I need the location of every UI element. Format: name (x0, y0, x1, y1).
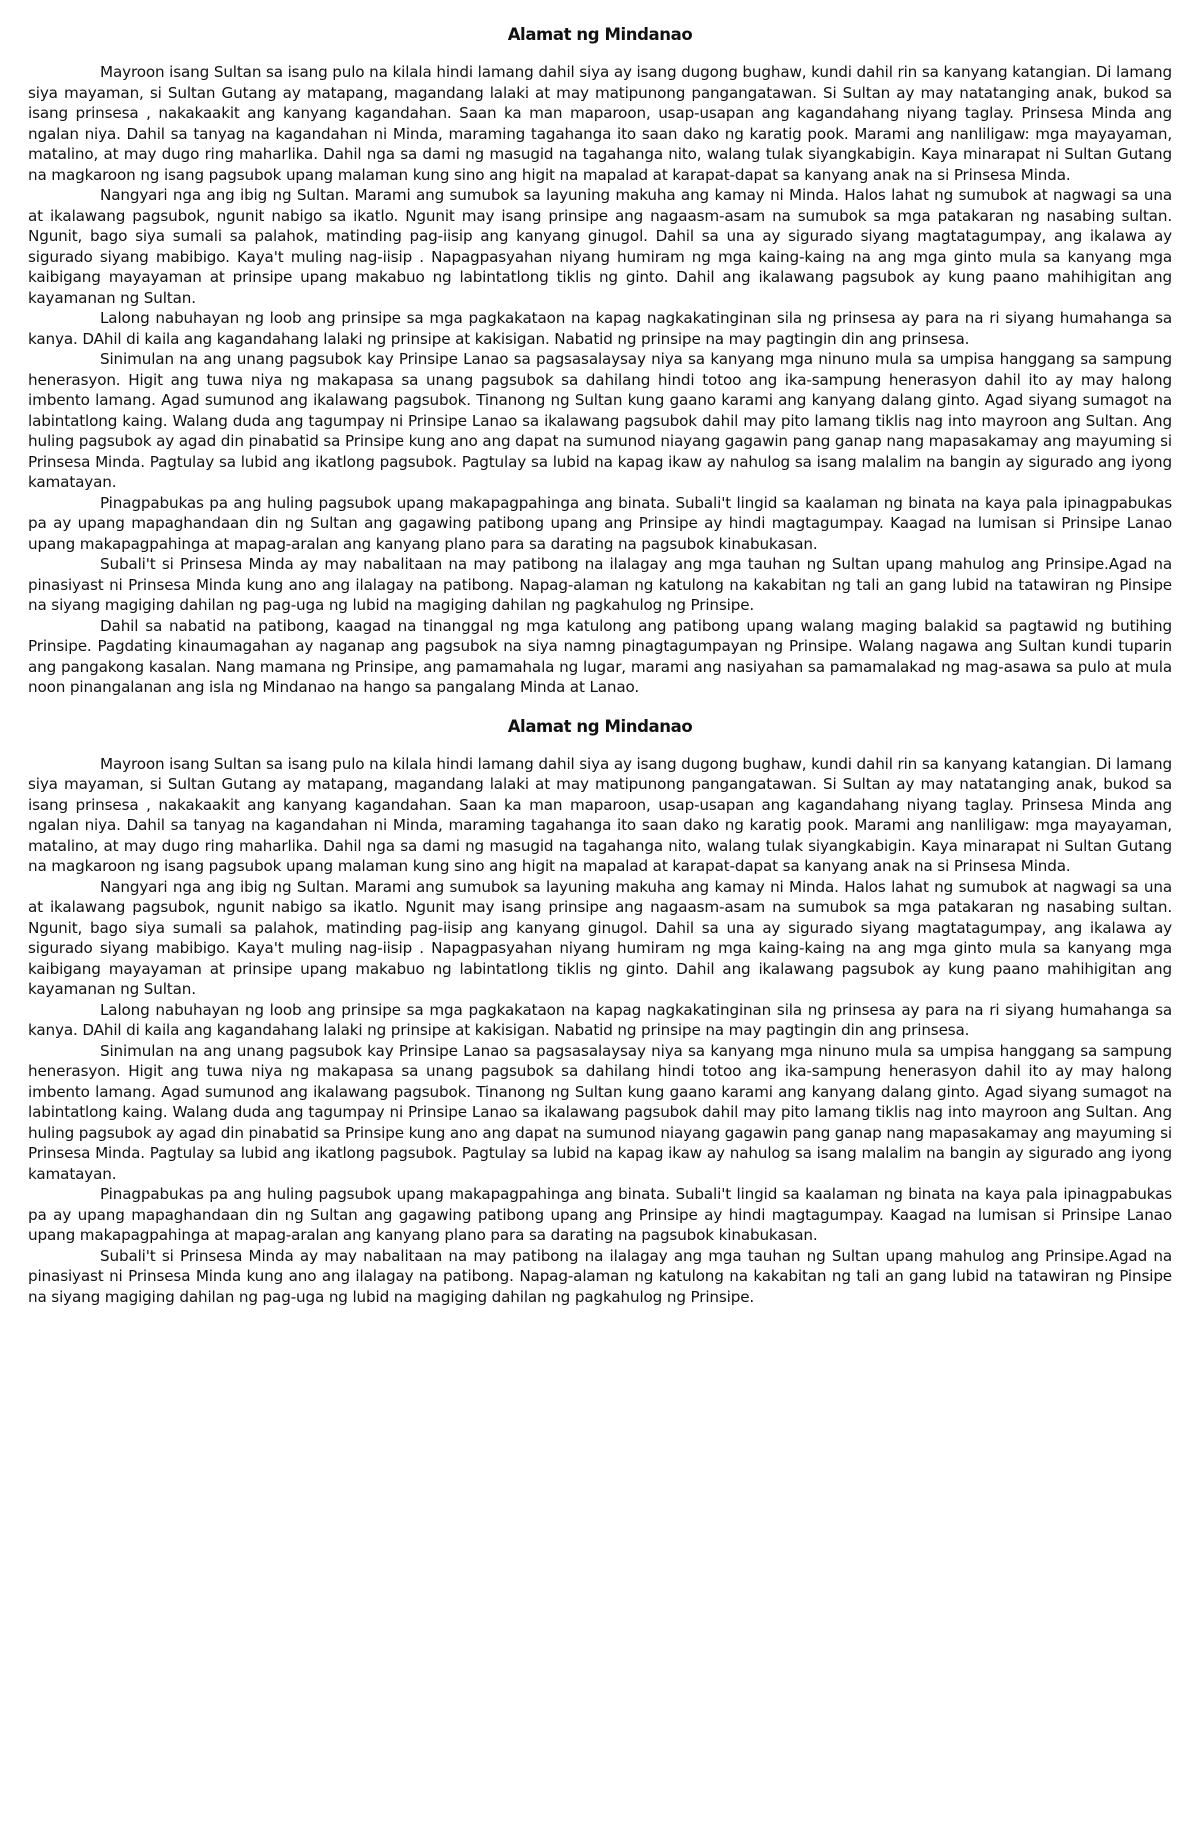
story-title: Alamat ng Mindanao (507, 25, 693, 44)
story-paragraph: Mayroon isang Sultan sa isang pulo na kilala hindi lamang dahil siya ay isang dugong bughaw, kundi dahil rin sa kanyang katangian. Di lamang siya mayaman, si Sultan Gutang ay matapang, magandang lalaki at may matipunong pangangatawan. Si Sultan ay may natatanging anak, bukod sa isang prinsesa , nakakaakit ang kanyang kagandahan. Saan ka man maparoon, usap-usapan ang kagandahang niyang taglay. Prinsesa Minda ang ngalan niya. Dahil sa tanyag na kagandahan ni Minda, maraming tagahanga ito saan dako ng karatig pook. Marami ang nanliligaw: mga mayayaman, matalino, at may dugo ring maharlika. Dahil nga sa dami ng masugid na tagahanga nito, walang tulak siyangkabigin. Kaya minarapat ni Sultan Gutang na magkaroon ng isang pagsubok upang malaman kung sino ang higit na mapalad at karapat-dapat sa kanyang anak na si Prinsesa Minda. (28, 754, 1172, 875)
story-title: Alamat ng Mindanao (507, 716, 693, 736)
story-paragraph: Lalong nabuhayan ng loob ang prinsipe sa mga pagkakataon na kapag nagkakatinginan sila ng prinsesa ay para na ri siyang humahanga sa kanya. DAhil di kaila ang kagandahang lalaki ng prinsipe at kakisigan. Nabatid ng prinsipe na may pagtingin din ang prinsesa. (28, 1000, 1172, 1039)
story-paragraph: Sinimulan na ang unang pagsubok kay Prinsipe Lanao sa pagsasalaysay niya sa kanyang mga ninuno mula sa umpisa hanggang sa sampung henerasyon. Higit ang tuwa niya ng makapasa sa unang pagsubok sa dahilang hindi totoo ang ika-sampung henerasyon dahil ito ay may halong imbento lamang. Agad sumunod ang ikalawang pagsubok. Tinanong ng Sultan kung gaano karami ang kanyang dalang ginto. Agad siyang sumagot na labintatlong kaing. Walang duda ang tagumpay ni Prinsipe Lanao sa ikalawang pagsubok dahil may pito lamang tiklis nag into mayroon ang Sultan. Ang huling pagsubok ay agad din pinabatid sa Prinsipe kung ano ang dapat na sumunod niayang gagawin pang ganap nang mapasakamay ang mayuming si Prinsesa Minda. Pagtulay sa lubid ang ikatlong pagsubok. Pagtulay sa lubid na kapag ikaw ay nahulog sa isang malalim na bangin ay sigurado ang iyong kamatayan. (28, 1041, 1172, 1183)
story-paragraph: Mayroon isang Sultan sa isang pulo na kilala hindi lamang dahil siya ay isang dugong bughaw, kundi dahil rin sa kanyang katangian. Di lamang siya mayaman, si Sultan Gutang ay matapang, magandang lalaki at may matipunong pangangatawan. Si Sultan ay may natatanging anak, bukod sa isang prinsesa , nakakaakit ang kanyang kagandahan. Saan ka man maparoon, usap-usapan ang kagandahang niyang taglay. Prinsesa Minda ang ngalan niya. Dahil sa tanyag na kagandahan ni Minda, maraming tagahanga ito saan dako ng karatig pook. Marami ang nanliligaw: mga mayayaman, matalino, at may dugo ring maharlika. Dahil nga sa dami ng masugid na tagahanga nito, walang tulak siyangkabigin. Kaya minarapat ni Sultan Gutang na magkaroon ng isang pagsubok upang malaman kung sino ang higit na mapalad at karapat-dapat sa kanyang anak na si Prinsesa Minda. (28, 63, 1172, 184)
story-paragraph: Subali't si Prinsesa Minda ay may nabalitaan na may patibong na ilalagay ang mga tauhan ng Sultan upang mahulog ang Prinsipe.Agad na pinasiyast ni Prinsesa Minda kung ano ang ilalagay na patibong. Napag-alaman ng katulong na kakabitan ng tali an gang lubid na tatawiran ng Pinsipe na siyang magiging dahilan ng pag-uga ng lubid na magiging dahilan ng pagkahulog ng Prinsipe. (28, 555, 1172, 614)
story-paragraph: Sinimulan na ang unang pagsubok kay Prinsipe Lanao sa pagsasalaysay niya sa kanyang mga ninuno mula sa umpisa hanggang sa sampung henerasyon. Higit ang tuwa niya ng makapasa sa unang pagsubok sa dahilang hindi totoo ang ika-sampung henerasyon dahil ito ay may halong imbento lamang. Agad sumunod ang ikalawang pagsubok. Tinanong ng Sultan kung gaano karami ang kanyang dalang ginto. Agad siyang sumagot na labintatlong kaing. Walang duda ang tagumpay ni Prinsipe Lanao sa ikalawang pagsubok dahil may pito lamang tiklis nag into mayroon ang Sultan. Ang huling pagsubok ay agad din pinabatid sa Prinsipe kung ano ang dapat na sumunod niayang gagawin pang ganap nang mapasakamay ang mayuming si Prinsesa Minda. Pagtulay sa lubid ang ikatlong pagsubok. Pagtulay sa lubid na kapag ikaw ay nahulog sa isang malalim na bangin ay sigurado ang iyong kamatayan. (28, 350, 1172, 491)
story-first (28, 24, 1172, 698)
story-paragraph: Pinagpabukas pa ang huling pagsubok upang makapagpahinga ang binata. Subali't lingid sa kaalaman ng binata na kaya pala ipinagpabukas pa ay upang mapaghandaan din ng Sultan ang gagawing patibong upang ang Prinsipe ay hindi magtagumpay. Kaagad na lumisan si Prinsipe Lanao upang makapagpahinga at mapag-aralan ang kanyang plano para sa darating na pagsubok kinabukasan. (28, 1185, 1172, 1244)
story-paragraph: Dahil sa nabatid na patibong, kaagad na tinanggal ng mga katulong ang patibong upang walang maging balakid sa pagtawid ng butihing Prinsipe. Pagdating kinaumagahan ay naganap ang pagsubok na siya namng pinagtagumpayan ng Prinsipe. Walang nagawa ang Sultan kundi tuparin ang pangakong kasalan. Nang mamana ng Prinsipe, ang pamamahala ng lugar, marami ang nasiyahan sa pamamalakad ng mag-asawa sa pulo at mula noon pinangalanan ang isla ng Mindanao na hango sa pangalang Minda at Lanao. (28, 616, 1172, 696)
story-second (28, 716, 1172, 1308)
story-paragraph: Subali't si Prinsesa Minda ay may nabalitaan na may patibong na ilalagay ang mga tauhan ng Sultan upang mahulog ang Prinsipe.Agad na pinasiyast ni Prinsesa Minda kung ano ang ilalagay na patibong. Napag-alaman ng katulong na kakabitan ng tali an gang lubid na tatawiran ng Pinsipe na siyang magiging dahilan ng pag-uga ng lubid na magiging dahilan ng pagkahulog ng Prinsipe. (28, 1246, 1172, 1306)
story-paragraph: Nangyari nga ang ibig ng Sultan. Marami ang sumubok sa layuning makuha ang kamay ni Minda. Halos lahat ng sumubok at nagwagi sa una at ikalawang pagsubok, ngunit nabigo sa ikatlo. Ngunit may isang prinsipe ang nagaasm-asam na sumubok sa mga patakaran ng nasabing sultan. Ngunit, bago siya sumali sa palahok, matinding pag-iisip ang kanyang ginugol. Dahil sa una ay sigurado siyang magtatagumpay, ang ikalawa ay sigurado siyang mabibigo. Kaya't muling nag-iisip . Napagpasyahan niyang humiram ng mga kaing-kaing na ang mga ginto mula sa kanyang mga kaibigang mayayaman at prinsipe upang makabuo ng labintatlong tiklis ng ginto. Dahil ang ikalawang pagsubok ay kung paano mahihigitan ang kayamanan ng Sultan. (28, 877, 1172, 998)
document-page (28, 24, 1172, 1307)
story-paragraph: Nangyari nga ang ibig ng Sultan. Marami ang sumubok sa layuning makuha ang kamay ni Minda. Halos lahat ng sumubok at nagwagi sa una at ikalawang pagsubok, ngunit nabigo sa ikatlo. Ngunit may isang prinsipe ang nagaasm-asam na sumubok sa mga patakaran ng nasabing sultan. Ngunit, bago siya sumali sa palahok, matinding pag-iisip ang kanyang ginugol. Dahil sa una ay sigurado siyang magtatagumpay, ang ikalawa ay sigurado siyang mabibigo. Kaya't muling nag-iisip . Napagpasyahan niyang humiram ng mga kaing-kaing na ang mga ginto mula sa kanyang mga kaibigang mayayaman at prinsipe upang makabuo ng labintatlong tiklis ng ginto. Dahil ang ikalawang pagsubok ay kung paano mahihigitan ang kayamanan ng Sultan. (28, 186, 1172, 307)
story-paragraph: Pinagpabukas pa ang huling pagsubok upang makapagpahinga ang binata. Subali't lingid sa kaalaman ng binata na kaya pala ipinagpabukas pa ay upang mapaghandaan din ng Sultan ang gagawing patibong upang ang Prinsipe ay hindi magtagumpay. Kaagad na lumisan si Prinsipe Lanao upang makapagpahinga at mapag-aralan ang kanyang plano para sa darating na pagsubok kinabukasan. (28, 493, 1172, 553)
story-paragraph: Lalong nabuhayan ng loob ang prinsipe sa mga pagkakataon na kapag nagkakatinginan sila ng prinsesa ay para na ri siyang humahanga sa kanya. DAhil di kaila ang kagandahang lalaki ng prinsipe at kakisigan. Nabatid ng prinsipe na may pagtingin din ang prinsesa. (28, 309, 1172, 348)
